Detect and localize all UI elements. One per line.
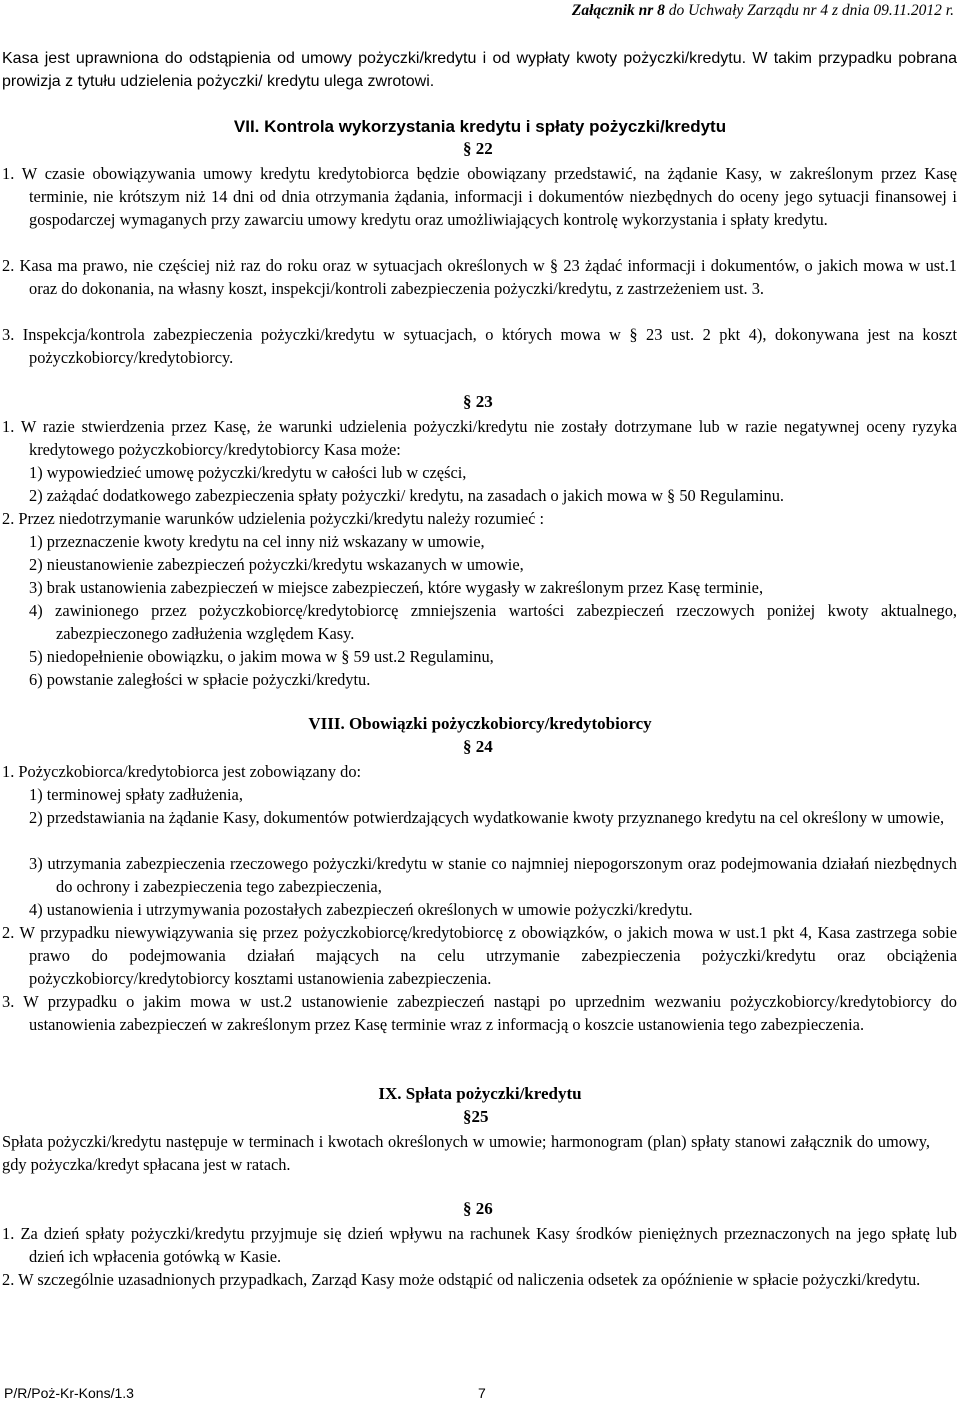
p23-item-2-sub-2: 2) nieustanowienie zabezpieczeń pożyczki/kredytu wskazanych w umowie,	[29, 555, 524, 574]
p24-item-1-sub-2: 2) przedstawiania na żądanie Kasy, dokumentów potwierdzających wydatkowanie kwoty przyznanego kredytu na cel określony w umowie,	[29, 808, 945, 827]
p23-item-2-sub-4: 4) zawinionego przez pożyczkobiorcę/kredytobiorcę zmniejszenia wartości zabezpieczeń rzeczowych poniżej kwoty aktualnego, zabezpieczonego zadłużenia względem Kasy.	[29, 601, 957, 643]
p23-item-1-sub-2: 2) zażądać dodatkowego zabezpieczenia spłaty pożyczki/ kredytu, na zasadach o jakich mowa w § 50 Regulaminu.	[29, 486, 785, 505]
p24-item-3: 3. W przypadku o jakim mowa w ust.2 ustanowienie zabezpieczeń nastąpi po uprzednim wezwaniu pożyczkobiorcy/kredytobiorcy do ustanowienia zabezpieczeń w zakreślonym przez Kasę terminie wraz z informacją o koszcie ustanowienia tego zabezpieczenia.	[2, 992, 957, 1034]
p23-item-1: 1. W razie stwierdzenia przez Kasę, że warunki udzielenia pożyczki/kredytu nie zostały dotrzymane lub w razie negatywnej oceny ryzyka kredytowego pożyczkobiorcy/kredytobiorcy Kasa może:	[2, 417, 957, 459]
annex-header	[572, 2, 954, 20]
p22-item-2: 2. Kasa ma prawo, nie częściej niż raz do roku oraz w sytuacjach określonych w § 23 żądać informacji i dokumentów, o jakich mowa w ust.1 oraz do dokonania, na własny koszt, inspekcji/kontroli zabezpieczenia pożyczki/kredytu, z zastrzeżeniem ust. 3.	[2, 256, 957, 298]
section-viii-title: VIII. Obowiązki pożyczkobiorcy/kredytobiorcy	[308, 714, 652, 733]
paragraph-23-label: § 23	[463, 392, 493, 411]
annex-number: Załącznik nr 8	[571, 2, 665, 19]
p23-item-2: 2. Przez niedotrzymanie warunków udzielenia pożyczki/kredytu należy rozumieć :	[2, 509, 545, 528]
p24-item-2: 2. W przypadku niewywiązywania się przez pożyczkobiorcę/kredytobiorcę z obowiązków, o jakich mowa w ust.1 pkt 4, Kasa zastrzega sobie prawo do podejmowania działań mających na celu utrzymanie zabezpieczenia pożyczki/kredytu oraz obciążenia pożyczkobiorcy/kredytobiorcy kosztami ustanowienia zabezpieczenia.	[2, 923, 957, 988]
p24-item-1-sub-4: 4) ustanowienia i utrzymywania pozostałych zabezpieczeń określonych w umowie pożyczki/kredytu.	[29, 900, 693, 919]
paragraph-25-label: §25	[463, 1107, 489, 1126]
page-number: 7	[478, 1385, 486, 1401]
p22-item-3: 3. Inspekcja/kontrola zabezpieczenia pożyczki/kredytu w sytuacjach, o których mowa w § 23 ust. 2 pkt 4), dokonywana jest na koszt pożyczkobiorcy/kredytobiorcy.	[2, 325, 957, 367]
p24-item-1-sub-3: 3) utrzymania zabezpieczenia rzeczowego pożyczki/kredytu w stanie co najmniej niepogorszonym oraz podejmowania działań niezbędnych do ochrony i zabezpieczenia tego zabezpieczenia,	[29, 854, 957, 896]
p26-item-2: 2. W szczególnie uzasadnionych przypadkach, Zarząd Kasy może odstąpić od naliczenia odsetek za opóźnienie w spłacie pożyczki/kredytu.	[2, 1270, 921, 1289]
p26-item-1: 1. Za dzień spłaty pożyczki/kredytu przyjmuje się dzień wpływu na rachunek Kasy środków pieniężnych przeznaczonych na jego spłatę lub dzień ich wpłacenia gotówką w Kasie.	[2, 1224, 957, 1266]
annex-resolution: do Uchwały Zarządu nr 4 z dnia 09.11.2012 r.	[668, 2, 954, 19]
document-code: P/R/Poż-Kr-Kons/1.3	[4, 1385, 134, 1401]
paragraph-24-label: § 24	[463, 737, 493, 756]
intro-paragraph: Kasa jest uprawniona do odstąpienia od umowy pożyczki/kredytu i od wypłaty kwoty pożyczki/kredytu. W takim przypadku pobrana prowizja z tytułu udzielenia pożyczki/ kredytu ulega zwrotowi.	[2, 50, 957, 90]
section-ix-title: IX. Spłata pożyczki/kredytu	[378, 1084, 582, 1103]
paragraph-22-label: § 22	[463, 139, 493, 158]
p24-item-1: 1. Pożyczkobiorca/kredytobiorca jest zobowiązany do:	[2, 762, 362, 781]
p23-item-2-sub-3: 3) brak ustanowienia zabezpieczeń w miejsce zabezpieczeń, które wygasły w zakreślonym przez Kasę terminie,	[29, 578, 764, 597]
p23-item-2-sub-1: 1) przeznaczenie kwoty kredytu na cel inny niż wskazany w umowie,	[29, 532, 485, 551]
p23-item-1-sub-1: 1) wypowiedzieć umowę pożyczki/kredytu w całości lub w części,	[29, 463, 467, 482]
p24-item-1-sub-1: 1) terminowej spłaty zadłużenia,	[29, 785, 243, 804]
p22-item-1: 1. W czasie obowiązywania umowy kredytu kredytobiorca będzie obowiązany przedstawić, na żądanie Kasy, w zakreślonym przez Kasę terminie, nie krótszym niż 14 dni od dnia otrzymania żądania, informacji i dokumentów niezbędnych do oceny jego sytuacji finansowej i gospodarczej wymaganych przy zawarciu umowy kredytu oraz umożliwiających kontrolę wykorzystania i spłaty kredytu.	[2, 164, 957, 229]
section-vii-title: VII. Kontrola wykorzystania kredytu i spłaty pożyczki/kredytu	[233, 117, 727, 136]
p25-text: Spłata pożyczki/kredytu następuje w terminach i kwotach określonych w umowie; harmonogram (plan) spłaty stanowi załącznik do umowy, gdy pożyczka/kredyt spłacana jest w ratach.	[2, 1132, 930, 1174]
paragraph-26-label: § 26	[463, 1199, 493, 1218]
p23-item-2-sub-5: 5) niedopełnienie obowiązku, o jakim mowa w § 59 ust.2 Regulaminu,	[29, 647, 494, 666]
p23-item-2-sub-6: 6) powstanie zaległości w spłacie pożyczki/kredytu.	[29, 670, 371, 689]
